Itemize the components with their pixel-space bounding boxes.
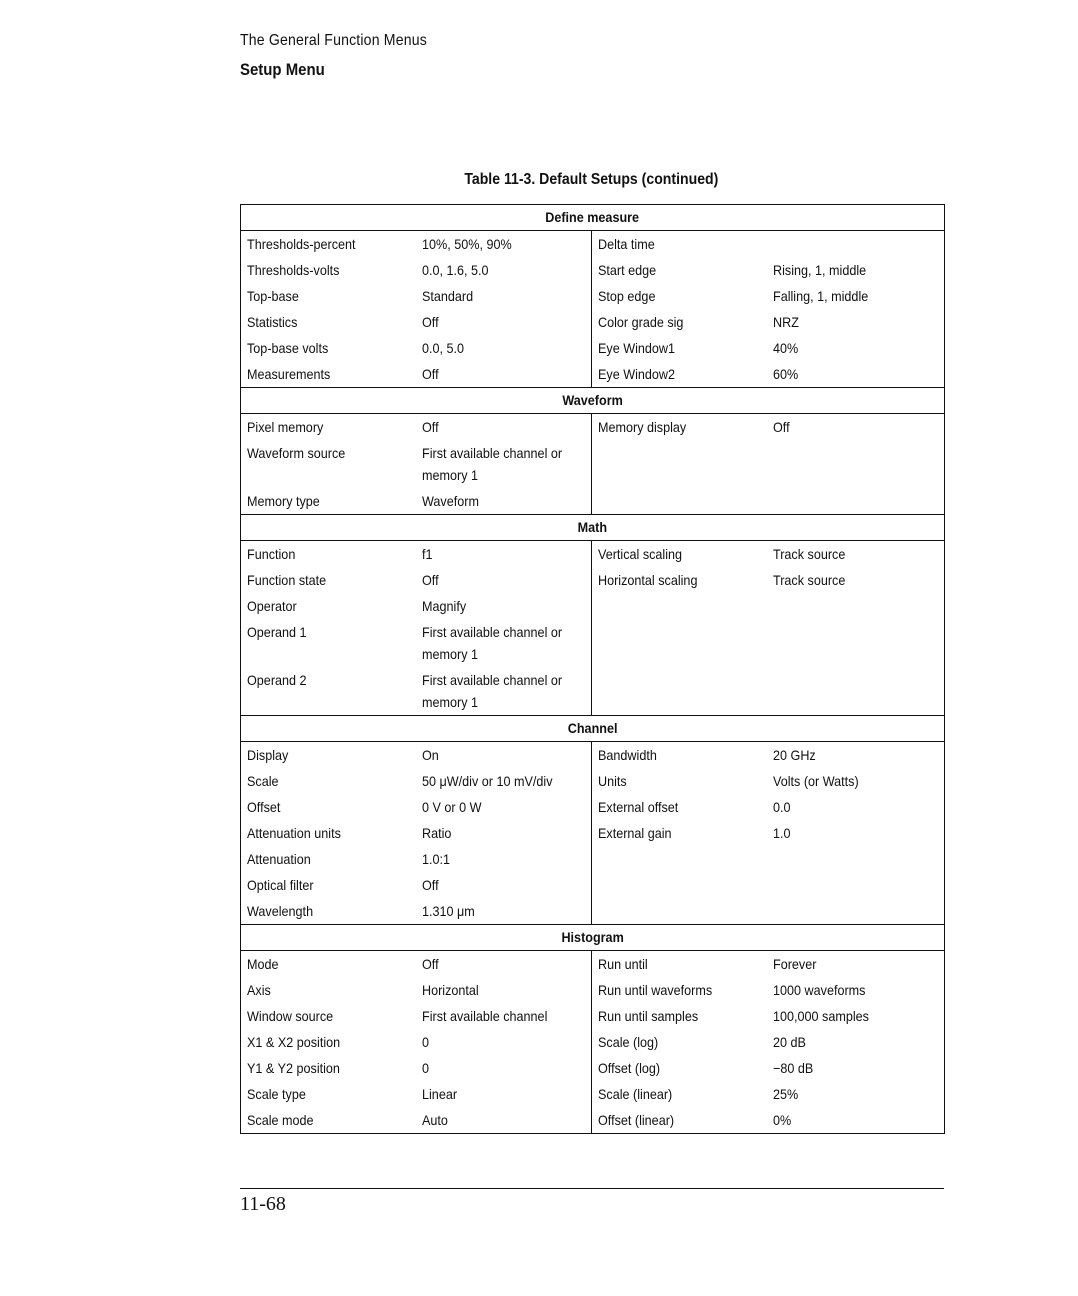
setting-label-text: Delta time <box>598 236 655 252</box>
setting-label-text: Color grade sig <box>598 314 684 330</box>
setting-value-text: 0 <box>421 1034 429 1050</box>
setting-value <box>767 567 945 593</box>
setting-value <box>767 231 945 258</box>
table-row <box>241 440 945 488</box>
setting-label <box>241 257 416 283</box>
setting-value <box>767 898 945 925</box>
setting-value-text: Auto <box>421 1112 448 1128</box>
table-row <box>241 794 945 820</box>
setting-value-text: 20 dB <box>772 1034 806 1050</box>
setting-label-text: Run until waveforms <box>598 982 713 998</box>
setting-label-text: Scale (log) <box>598 1034 659 1050</box>
setting-value-text: 100,000 samples <box>772 1008 869 1024</box>
setting-value-text: Off <box>421 572 439 588</box>
setting-label <box>241 488 416 515</box>
section-header-row <box>241 515 945 541</box>
table-title-text: Table 11-3. Default Setups (continued) <box>464 171 719 188</box>
setting-value-text: 0% <box>772 1112 791 1128</box>
setting-value <box>416 488 592 515</box>
setting-label-text: Start edge <box>598 262 657 278</box>
table-row <box>241 820 945 846</box>
setting-value <box>767 440 945 488</box>
setting-value-text: −80 dB <box>772 1060 813 1076</box>
setting-label <box>241 1107 416 1134</box>
setting-value <box>416 820 592 846</box>
table-row <box>241 977 945 1003</box>
setting-label <box>241 593 416 619</box>
setting-label <box>241 1029 416 1055</box>
setting-label <box>592 231 767 258</box>
setting-value-text: Waveform <box>421 493 479 509</box>
setting-label <box>592 593 767 619</box>
setting-label-text: Vertical scaling <box>598 546 683 562</box>
setting-label-text: Scale (linear) <box>598 1086 673 1102</box>
setting-label-text: Measurements <box>247 366 331 382</box>
setting-label <box>241 742 416 769</box>
setting-label-text: Eye Window1 <box>598 340 676 356</box>
setting-value-text: Track source <box>772 546 845 562</box>
section-header-text: Histogram <box>561 929 624 945</box>
setting-label-text: Optical filter <box>247 877 314 893</box>
table-row <box>241 951 945 978</box>
setting-value <box>416 768 592 794</box>
setting-label-text: Offset (log) <box>598 1060 661 1076</box>
setting-value-text: Falling, 1, middle <box>772 288 868 304</box>
setting-label-text: Waveform source <box>247 445 346 461</box>
setting-label-text: Y1 & Y2 position <box>247 1060 340 1076</box>
setting-value-text: Off <box>421 366 439 382</box>
setting-value-text: 0.0, 1.6, 5.0 <box>421 262 489 278</box>
setting-label <box>592 257 767 283</box>
setting-value-text: Horizontal <box>421 982 479 998</box>
table-row <box>241 309 945 335</box>
table-row <box>241 1107 945 1134</box>
setting-label-text: Offset (linear) <box>598 1112 675 1128</box>
setting-value-text: First available channel <box>421 1008 547 1024</box>
setting-value-text: First available channel or memory 1 <box>421 445 562 483</box>
setting-value <box>767 619 945 667</box>
table-row <box>241 742 945 769</box>
setting-label-text: External gain <box>598 825 672 841</box>
table-row <box>241 567 945 593</box>
table-row <box>241 898 945 925</box>
setting-value <box>416 593 592 619</box>
setting-value <box>416 667 592 716</box>
setting-value-text: Rising, 1, middle <box>772 262 866 278</box>
setting-value <box>767 1081 945 1107</box>
setting-label-text: Mode <box>247 956 279 972</box>
setting-value-text: 0 <box>421 1060 429 1076</box>
setting-value <box>416 977 592 1003</box>
setting-label <box>241 1003 416 1029</box>
section-header-text: Channel <box>567 720 618 736</box>
table-row <box>241 257 945 283</box>
table-row <box>241 231 945 258</box>
default-setups-table <box>240 204 945 1134</box>
setting-label-text: Memory type <box>247 493 320 509</box>
setting-label <box>241 619 416 667</box>
section-header-text: Define measure <box>545 209 640 225</box>
setting-label <box>241 541 416 568</box>
table-row <box>241 593 945 619</box>
setting-label <box>592 335 767 361</box>
setting-label-text: Stop edge <box>598 288 656 304</box>
table-row <box>241 619 945 667</box>
setting-value-text: 50 μW/div or 10 mV/div <box>421 773 553 789</box>
setting-value <box>416 951 592 978</box>
setting-value-text: On <box>421 747 439 763</box>
table-title <box>240 171 943 189</box>
setting-value <box>767 742 945 769</box>
section-title: Setup Menu <box>240 60 325 79</box>
setting-label <box>241 283 416 309</box>
setting-label <box>592 846 767 872</box>
setting-value-text: 20 GHz <box>772 747 816 763</box>
setting-value <box>416 619 592 667</box>
setting-value <box>767 283 945 309</box>
setting-label <box>592 619 767 667</box>
setting-label <box>592 872 767 898</box>
setting-value <box>767 768 945 794</box>
section-header-text: Math <box>577 519 608 535</box>
setting-label-text: Function state <box>247 572 327 588</box>
setting-label <box>592 1003 767 1029</box>
table-row <box>241 414 945 441</box>
setting-value-text: Off <box>421 877 439 893</box>
setting-value <box>416 1003 592 1029</box>
setting-value <box>767 794 945 820</box>
setting-label <box>241 820 416 846</box>
setting-value <box>767 951 945 978</box>
setting-label <box>241 768 416 794</box>
setting-label <box>592 768 767 794</box>
setting-value <box>416 1107 592 1134</box>
setting-value-text: 0.0 <box>772 799 791 815</box>
setting-value <box>416 231 592 258</box>
setting-value <box>767 257 945 283</box>
table-row <box>241 1003 945 1029</box>
table-row <box>241 1055 945 1081</box>
setting-label <box>592 567 767 593</box>
setting-label-text: Thresholds-percent <box>247 236 356 252</box>
section-header <box>241 716 945 742</box>
setting-label <box>241 361 416 388</box>
setting-label <box>241 846 416 872</box>
setting-label-text: Axis <box>247 982 271 998</box>
setting-label <box>241 335 416 361</box>
setting-label-text: Pixel memory <box>247 419 324 435</box>
setting-label <box>241 1081 416 1107</box>
setting-label <box>592 309 767 335</box>
setting-value-text: 0 V or 0 W <box>421 799 482 815</box>
setting-label <box>592 951 767 978</box>
setting-label <box>592 1029 767 1055</box>
table-row <box>241 1081 945 1107</box>
setting-value-text: Track source <box>772 572 845 588</box>
setting-value-text: Off <box>421 956 439 972</box>
setting-label-text: Run until <box>598 956 648 972</box>
setting-label-text: Scale <box>247 773 279 789</box>
setting-label <box>592 820 767 846</box>
setting-value-text: Off <box>772 419 790 435</box>
setting-label <box>241 567 416 593</box>
setting-value <box>416 742 592 769</box>
setting-value-text: Off <box>421 419 439 435</box>
setting-label <box>241 440 416 488</box>
setting-value-text: Volts (or Watts) <box>772 773 859 789</box>
setting-value <box>767 820 945 846</box>
setting-value-text: 1.310 μm <box>421 903 475 919</box>
setting-value-text: Linear <box>421 1086 457 1102</box>
setting-value <box>416 361 592 388</box>
setting-value-text: First available channel or memory 1 <box>421 624 562 662</box>
setting-value <box>416 440 592 488</box>
setting-label-text: Window source <box>247 1008 334 1024</box>
setting-label-text: Run until samples <box>598 1008 699 1024</box>
setting-label-text: Offset <box>247 799 281 815</box>
setting-value <box>767 309 945 335</box>
setting-value-text: 0.0, 5.0 <box>421 340 464 356</box>
table-row <box>241 667 945 716</box>
setting-label <box>592 742 767 769</box>
setting-label <box>241 231 416 258</box>
setting-value-text: 40% <box>772 340 798 356</box>
setting-label <box>241 414 416 441</box>
setting-label <box>241 309 416 335</box>
setting-value <box>416 567 592 593</box>
setting-value <box>767 1029 945 1055</box>
footer-rule <box>240 1188 944 1189</box>
table-row <box>241 872 945 898</box>
setting-label-text: Top-base volts <box>247 340 329 356</box>
setting-value <box>416 541 592 568</box>
section-header-row <box>241 388 945 414</box>
section-header-row <box>241 716 945 742</box>
setting-label <box>592 361 767 388</box>
setting-value <box>767 1003 945 1029</box>
setting-label <box>241 667 416 716</box>
setting-label <box>592 488 767 515</box>
setting-value <box>416 414 592 441</box>
table-row <box>241 488 945 515</box>
setting-label-text: Display <box>247 747 289 763</box>
setting-label <box>592 898 767 925</box>
setting-label <box>592 1081 767 1107</box>
setting-value <box>767 667 945 716</box>
setting-label <box>241 951 416 978</box>
setting-label-text: Eye Window2 <box>598 366 676 382</box>
setting-label <box>241 872 416 898</box>
setting-label-text: Bandwidth <box>598 747 657 763</box>
table-row <box>241 768 945 794</box>
setting-label-text: Operand 2 <box>247 672 307 688</box>
table-row <box>241 283 945 309</box>
setting-value <box>416 1081 592 1107</box>
page-number: 11-68 <box>240 1193 286 1215</box>
section-header-text: Waveform <box>562 392 623 408</box>
setting-value-text: Magnify <box>421 598 466 614</box>
setting-label-text: Units <box>598 773 627 789</box>
setting-label <box>592 1107 767 1134</box>
setting-value <box>416 283 592 309</box>
setting-label <box>241 977 416 1003</box>
table-row <box>241 1029 945 1055</box>
setting-label <box>592 1055 767 1081</box>
setting-value-text: 1.0:1 <box>421 851 450 867</box>
setting-value <box>767 977 945 1003</box>
setting-label <box>592 414 767 441</box>
setting-value-text: Off <box>421 314 439 330</box>
setting-label <box>592 541 767 568</box>
setting-label-text: Memory display <box>598 419 687 435</box>
table-row <box>241 541 945 568</box>
setting-label <box>592 794 767 820</box>
setting-label-text: Function <box>247 546 296 562</box>
setting-label-text: Operator <box>247 598 297 614</box>
setting-value <box>767 846 945 872</box>
setting-value <box>767 1055 945 1081</box>
setting-value-text: Forever <box>772 956 816 972</box>
setting-value-text: 1.0 <box>772 825 791 841</box>
setting-value <box>767 335 945 361</box>
setting-label <box>592 440 767 488</box>
table-row <box>241 846 945 872</box>
setting-value-text: 25% <box>772 1086 798 1102</box>
setting-label <box>592 283 767 309</box>
setting-value <box>767 872 945 898</box>
setting-value <box>416 257 592 283</box>
setting-value <box>767 593 945 619</box>
setting-value-text: Ratio <box>421 825 451 841</box>
setting-value <box>416 1055 592 1081</box>
setting-label-text: Scale type <box>247 1086 306 1102</box>
setting-label-text: Top-base <box>247 288 299 304</box>
setting-label <box>592 667 767 716</box>
setting-value <box>416 335 592 361</box>
setting-value <box>416 1029 592 1055</box>
setting-value-text: f1 <box>421 546 433 562</box>
setting-label-text: Wavelength <box>247 903 314 919</box>
setting-value <box>767 414 945 441</box>
setting-value-text: 1000 waveforms <box>772 982 865 998</box>
setting-value-text: NRZ <box>772 314 799 330</box>
section-header <box>241 515 945 541</box>
setting-value <box>767 541 945 568</box>
setting-label-text: Attenuation units <box>247 825 341 841</box>
setting-label <box>241 1055 416 1081</box>
setting-label-text: Attenuation <box>247 851 311 867</box>
setting-label-text: X1 & X2 position <box>247 1034 341 1050</box>
section-header-row <box>241 925 945 951</box>
setting-value-text: Standard <box>421 288 473 304</box>
setting-value <box>416 872 592 898</box>
table-row <box>241 335 945 361</box>
setting-value <box>416 898 592 925</box>
setting-value <box>416 846 592 872</box>
setting-label <box>241 794 416 820</box>
setting-label-text: Scale mode <box>247 1112 314 1128</box>
setting-value <box>416 309 592 335</box>
setting-label <box>592 977 767 1003</box>
section-header <box>241 925 945 951</box>
setting-value-text: 10%, 50%, 90% <box>421 236 512 252</box>
section-header <box>241 205 945 231</box>
setting-value <box>767 488 945 515</box>
setting-label-text: Horizontal scaling <box>598 572 698 588</box>
setting-label-text: Statistics <box>247 314 298 330</box>
running-header: The General Function Menus <box>240 32 427 49</box>
setting-value-text: First available channel or memory 1 <box>421 672 562 710</box>
setting-value <box>767 1107 945 1134</box>
section-header <box>241 388 945 414</box>
setting-value-text: 60% <box>772 366 798 382</box>
setting-label-text: Thresholds-volts <box>247 262 340 278</box>
setting-label-text: External offset <box>598 799 679 815</box>
setting-value <box>416 794 592 820</box>
setting-label-text: Operand 1 <box>247 624 307 640</box>
section-header-row <box>241 205 945 231</box>
setting-label <box>241 898 416 925</box>
setting-value <box>767 361 945 388</box>
table-row <box>241 361 945 388</box>
